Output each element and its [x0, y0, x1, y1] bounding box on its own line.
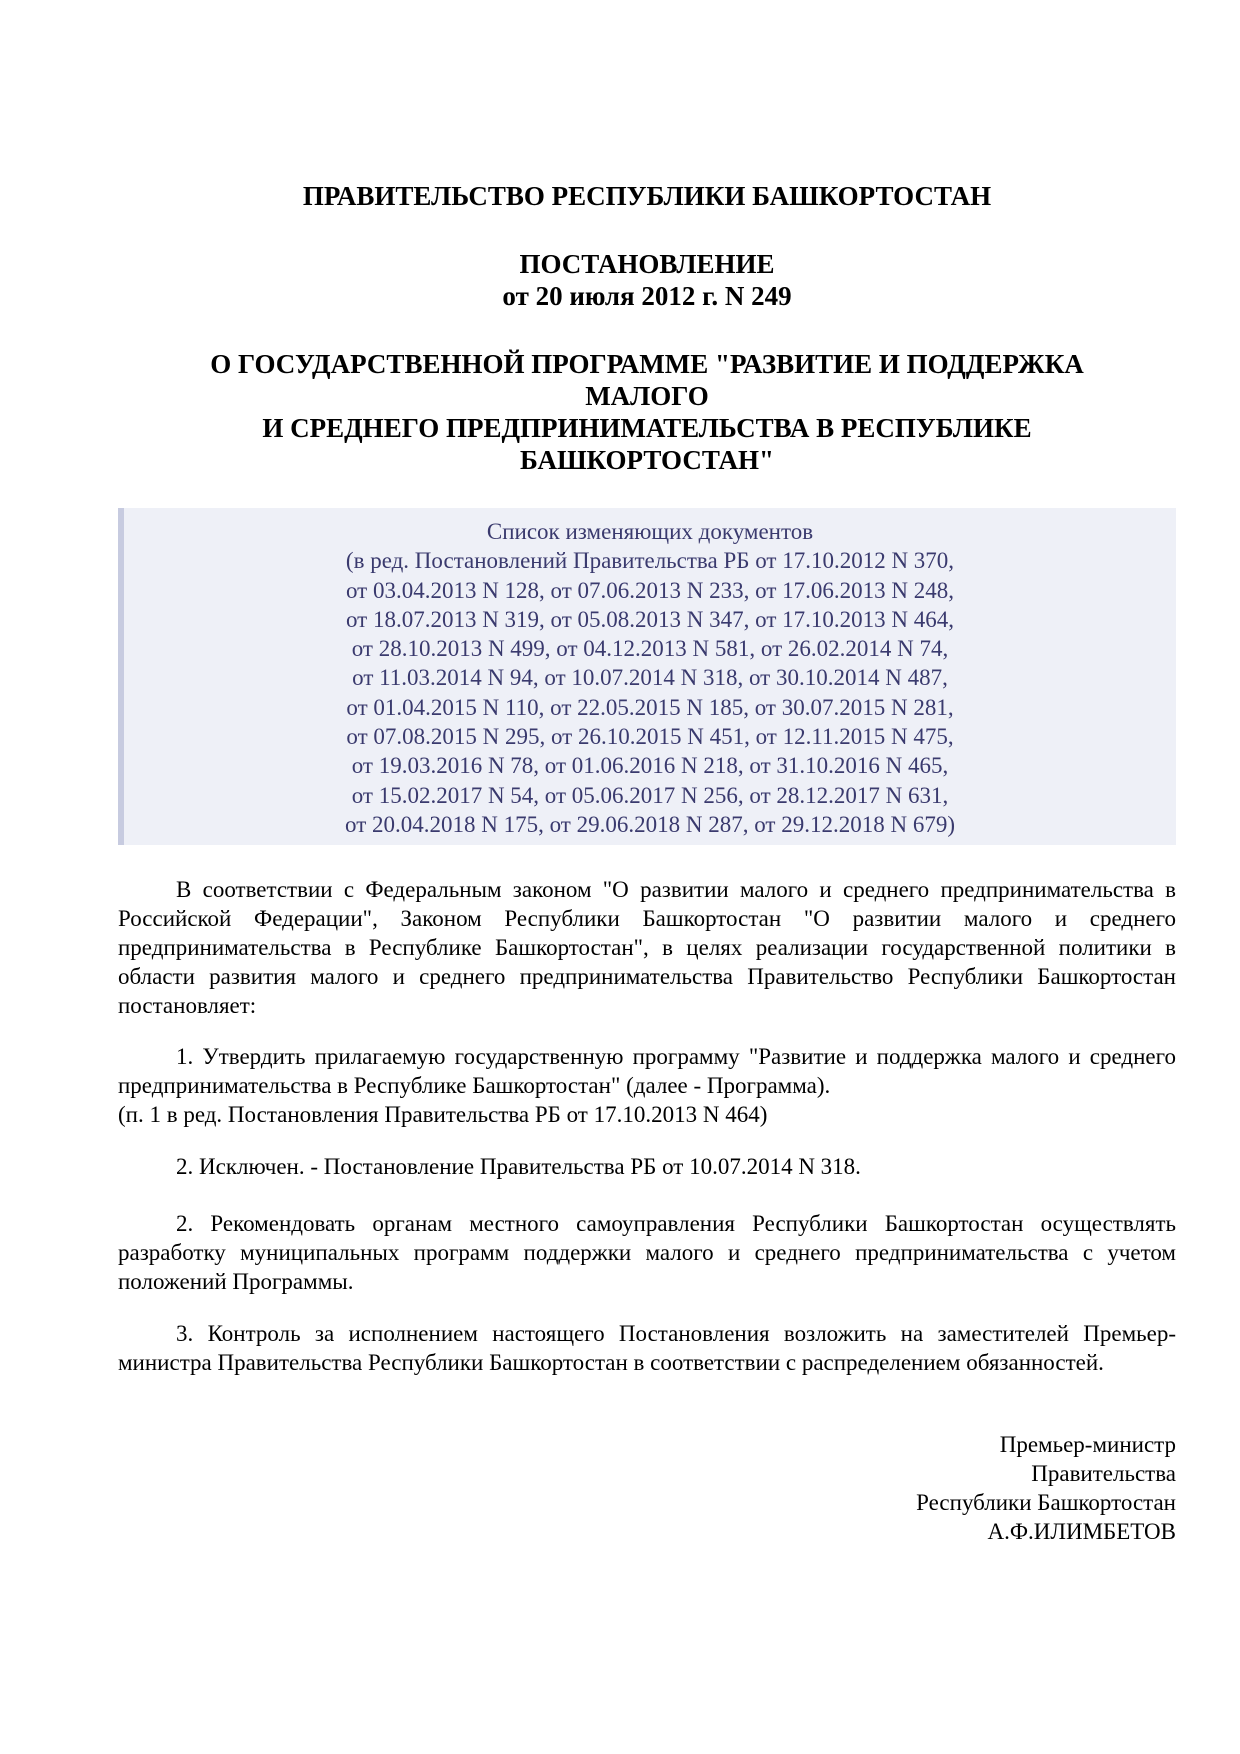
amendment-line: от 18.07.2013 N 319, от 05.08.2013 N 347, от 17.10.2013 N 464,	[345, 606, 955, 632]
amendment-line: от 11.03.2014 N 94, от 10.07.2014 N 318, от 30.10.2014 N 487,	[352, 665, 948, 691]
preamble-paragraph: В соответствии с Федеральным законом "О развитии малого и среднего предпринимательства в Российской Федерации", Законом Республики Башкортостан "О развитии малого и среднего предпринимательства в Республике Башкортостан", в целях реализации государственной политики в области развития малого и среднего предпринимательства Правительство Республики Башкортостан постановляет:	[118, 877, 1176, 1018]
doc-type: ПОСТАНОВЛЕНИЕ	[519, 249, 775, 279]
government-heading: ПРАВИТЕЛЬСТВО РЕСПУБЛИКИ БАШКОРТОСТАН	[302, 181, 992, 211]
signature-line: Правительства	[1031, 1461, 1176, 1486]
amendments-heading: Список изменяющих документов	[486, 519, 814, 544]
item-1-paragraph: 1. Утвердить прилагаемую государственную программу "Развитие и поддержка малого и среднего предпринимательства в Республике Башкортостан" (далее - Программа).	[118, 1044, 1176, 1098]
doc-date-number: от 20 июля 2012 г. N 249	[502, 281, 792, 311]
item-2-paragraph: 2. Рекомендовать органам местного самоуправления Республики Башкортостан осуществлять разработку муниципальных программ поддержки малого и среднего предпринимательства с учетом положений Программы.	[118, 1211, 1176, 1294]
amendment-line: от 20.04.2018 N 175, от 29.06.2018 N 287, от 29.12.2018 N 679)	[345, 811, 955, 837]
amendment-line: от 01.04.2015 N 110, от 22.05.2015 N 185, от 30.07.2015 N 281,	[346, 694, 954, 720]
item-1-note: (п. 1 в ред. Постановления Правительства РБ от 17.10.2013 N 464)	[118, 1102, 768, 1127]
title-line: МАЛОГО	[585, 381, 709, 411]
amendment-line: от 03.04.2013 N 128, от 07.06.2013 N 233, от 17.06.2013 N 248,	[345, 577, 955, 603]
signature-block	[916, 1430, 1176, 1546]
signature-line: Республики Башкортостан	[916, 1490, 1176, 1515]
item-2-excluded-paragraph: 2. Исключен. - Постановление Правительства РБ от 10.07.2014 N 318.	[176, 1154, 861, 1179]
signatory-name: А.Ф.ИЛИМБЕТОВ	[987, 1519, 1176, 1544]
title-line: И СРЕДНЕГО ПРЕДПРИНИМАТЕЛЬСТВА В РЕСПУБЛИКЕ	[262, 413, 1032, 443]
amendments-box	[118, 508, 1176, 845]
amendment-line: от 15.02.2017 N 54, от 05.06.2017 N 256, от 28.12.2017 N 631,	[351, 782, 949, 808]
amendment-line: (в ред. Постановлений Правительства РБ от 17.10.2012 N 370,	[345, 548, 955, 574]
amendment-line: от 19.03.2016 N 78, от 01.06.2016 N 218, от 31.10.2016 N 465,	[351, 753, 949, 779]
title-line: О ГОСУДАРСТВЕННОЙ ПРОГРАММЕ "РАЗВИТИЕ И ПОДДЕРЖКА	[210, 349, 1084, 379]
title-line: БАШКОРТОСТАН"	[519, 445, 774, 475]
decree-heading	[118, 248, 1176, 312]
document-title	[118, 348, 1176, 476]
item-3-paragraph: 3. Контроль за исполнением настоящего Постановления возложить на заместителей Премьер-министра Правительства Республики Башкортостан в соответствии с распределением обязанностей.	[118, 1321, 1176, 1375]
amendment-line: от 07.08.2015 N 295, от 26.10.2015 N 451, от 12.11.2015 N 475,	[346, 724, 954, 750]
item-1-block	[118, 1042, 1176, 1129]
amendment-line: от 28.10.2013 N 499, от 04.12.2013 N 581, от 26.02.2014 N 74,	[351, 636, 949, 662]
signature-line: Премьер-министр	[999, 1432, 1176, 1457]
